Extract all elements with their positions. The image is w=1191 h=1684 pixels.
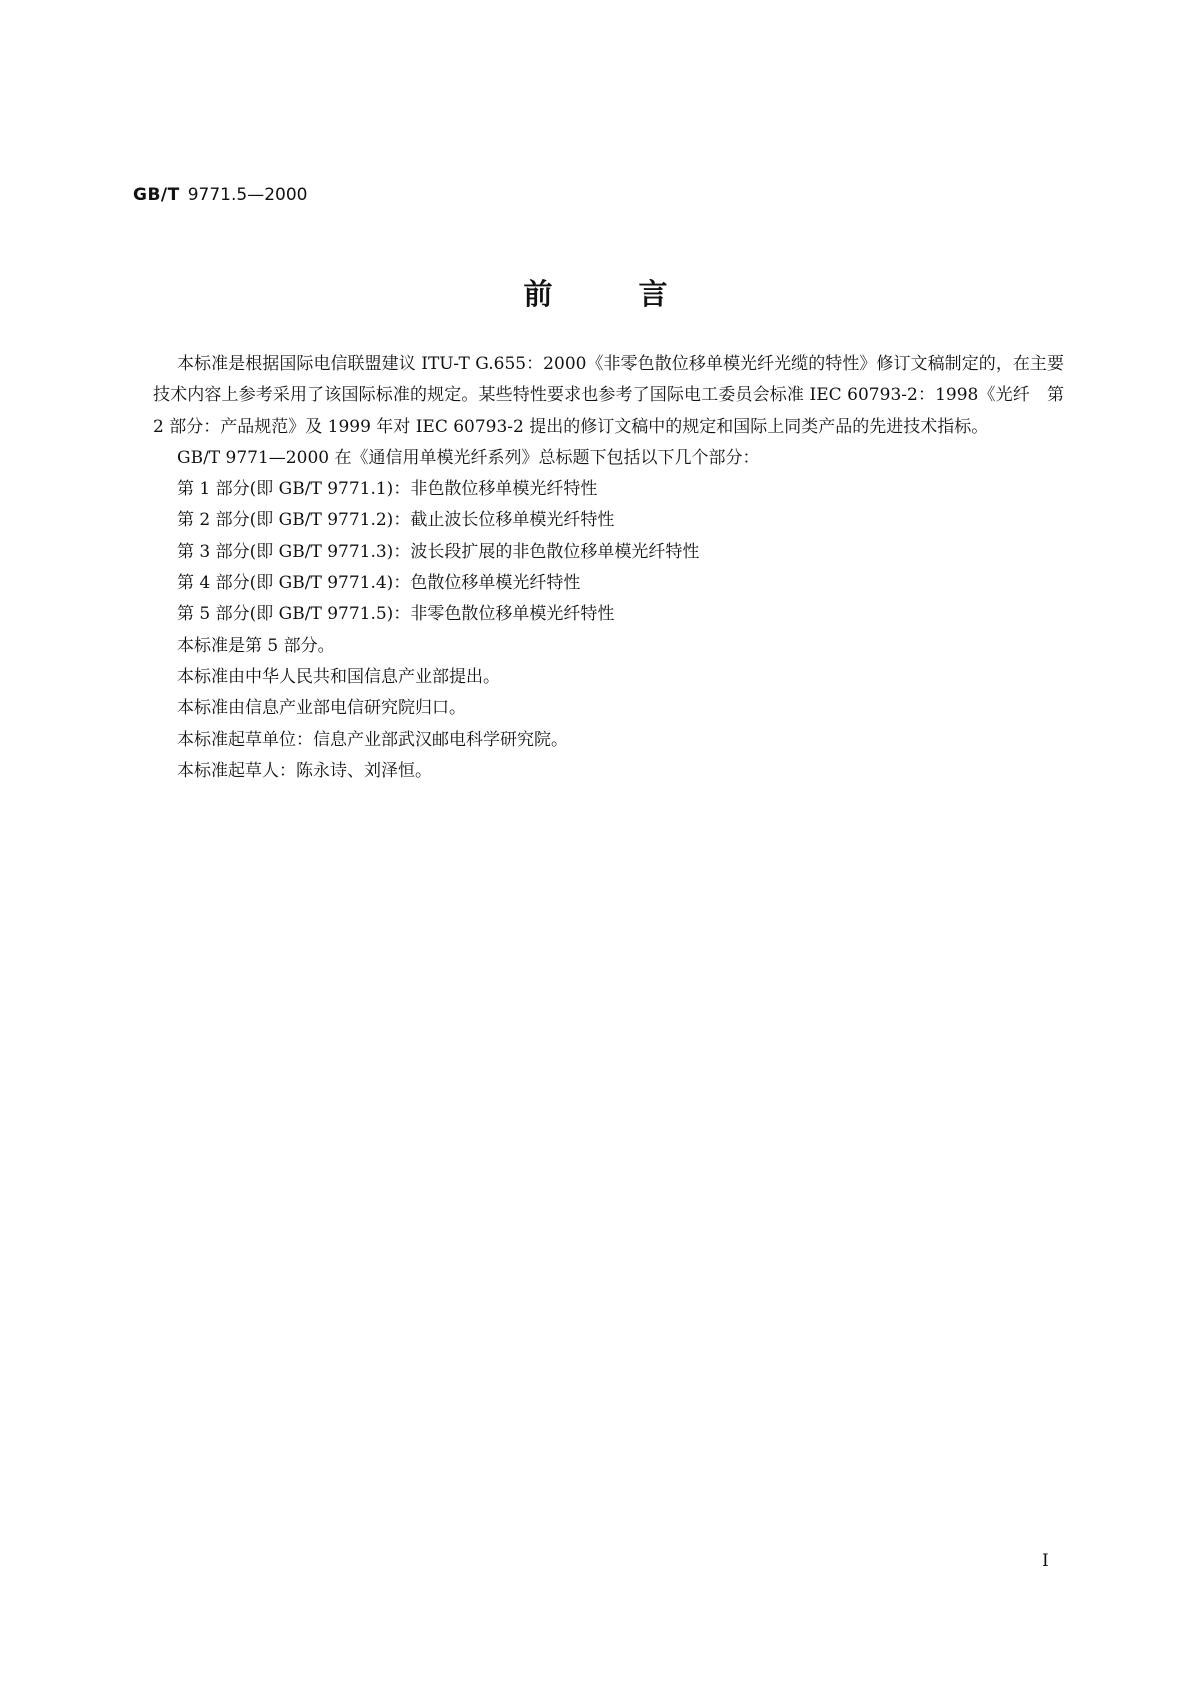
part-item: 第 4 部分(即 GB/T 9771.4)：色散位移单模光纤特性 [177, 573, 581, 594]
drafting-unit-paragraph: 本标准起草单位：信息产业部武汉邮电科学研究院。 [177, 729, 568, 750]
standard-code-prefix: GB/T [133, 185, 180, 205]
standard-code-number: 9771.5—2000 [187, 185, 308, 205]
drafters-paragraph: 本标准起草人：陈永诗、刘泽恒。 [177, 760, 432, 781]
part-item: 第 2 部分(即 GB/T 9771.2)：截止波长位移单模光纤特性 [177, 510, 615, 531]
page-title: 前言 [523, 277, 754, 311]
page-number: I [1042, 1551, 1049, 1571]
series-paragraph: GB/T 9771—2000 在《通信用单模光纤系列》总标题下包括以下几个部分： [177, 447, 760, 468]
part-item: 第 3 部分(即 GB/T 9771.3)：波长段扩展的非色散位移单模光纤特性 [177, 541, 700, 562]
jurisdiction-paragraph: 本标准由信息产业部电信研究院归口。 [177, 698, 466, 719]
foreword-body [153, 349, 1064, 787]
this-part-paragraph: 本标准是第 5 部分。 [177, 635, 335, 656]
standard-code [133, 184, 307, 206]
part-item: 第 5 部分(即 GB/T 9771.5)：非零色散位移单模光纤特性 [177, 604, 615, 625]
part-item: 第 1 部分(即 GB/T 9771.1)：非色散位移单模光纤特性 [177, 479, 598, 500]
proposed-by-paragraph: 本标准由中华人民共和国信息产业部提出。 [177, 666, 500, 687]
intro-paragraph: 本标准是根据国际电信联盟建议 ITU-T G.655：2000《非零色散位移单模光纤光缆的特性》修订文稿制定的，在主要技术内容上参考采用了该国际标准的规定。某些特性要求也参考了国际电工委员会标准 IEC 60793-2：1998《光纤 第 2 部分：产品规范》及 1999 年对 IEC 60793-2 提出的修订文稿中的规定和国际上同类产品的先进技术指标。 [153, 354, 1064, 437]
